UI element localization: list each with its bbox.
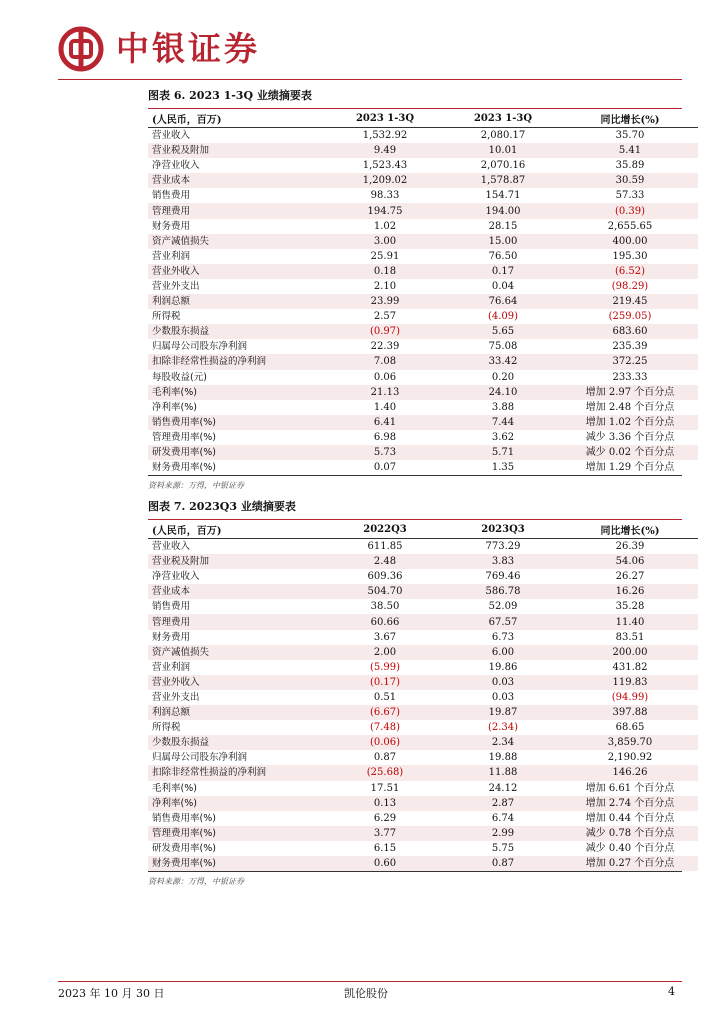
table-cell: 3.88 xyxy=(491,401,515,413)
table-cell: 15.00 xyxy=(444,234,562,249)
table-cell: 21.13 xyxy=(326,385,444,400)
table-cell: 0.13 xyxy=(326,796,444,811)
row-label: 财务费用 xyxy=(152,631,191,643)
table-cell: (0.97) xyxy=(326,324,444,339)
table-cell: 35.28 xyxy=(615,601,645,613)
table-cell: (0.39) xyxy=(562,203,698,218)
company-name: 凯伦股份 xyxy=(344,987,388,1000)
table-cell: (0.17) xyxy=(326,675,444,690)
row-label: 所得税 xyxy=(152,722,181,734)
table-cell: 3.77 xyxy=(326,826,444,841)
row-label: 归属母公司股东净利润 xyxy=(152,752,248,764)
table-cell: 减少 0.40 个百分点 xyxy=(585,842,675,854)
row-label: 净利率(%) xyxy=(148,796,326,811)
table-row xyxy=(148,339,698,354)
header-divider xyxy=(58,79,682,80)
table-cell: 2.10 xyxy=(373,280,397,292)
table-cell: 609.36 xyxy=(367,571,403,583)
table-cell: 431.82 xyxy=(612,661,648,673)
row-label: 营业利润 xyxy=(152,661,191,673)
table-cell: 586.78 xyxy=(444,584,562,599)
row-label: 营业税及附加 xyxy=(148,143,326,158)
table-row xyxy=(148,415,698,430)
table-cell: 2.57 xyxy=(373,311,397,323)
table-row xyxy=(148,796,698,811)
column-header: 同比增长(%) xyxy=(562,520,698,539)
column-header: 2023Q3 xyxy=(444,520,562,539)
table-row xyxy=(148,811,698,826)
table-cell: 0.20 xyxy=(491,371,515,383)
column-header: 同比增长(%) xyxy=(562,109,698,128)
row-label: 营业成本 xyxy=(148,584,326,599)
table-cell: 7.44 xyxy=(444,415,562,430)
source-note: 资料来源：万得，中银证券 xyxy=(148,481,244,491)
table-cell: (7.48) xyxy=(369,722,401,734)
table-row xyxy=(148,599,698,614)
column-header: 2023 1-3Q xyxy=(444,109,562,128)
table-cell: 9.49 xyxy=(326,143,444,158)
table-cell: 6.73 xyxy=(491,631,515,643)
table-cell: 194.75 xyxy=(326,203,444,218)
table-row xyxy=(148,841,698,856)
table-cell: 2.00 xyxy=(326,645,444,660)
row-label: 管理费用率(%) xyxy=(152,431,216,443)
table-cell: (25.68) xyxy=(326,765,444,780)
table-cell: 26.27 xyxy=(615,571,645,583)
table-cell: (6.67) xyxy=(326,705,444,720)
row-label: 营业税及附加 xyxy=(148,554,326,569)
table-cell: 76.64 xyxy=(444,294,562,309)
table-row xyxy=(148,203,698,218)
summary-table-1 xyxy=(148,88,682,491)
table-cell: (0.06) xyxy=(326,735,444,750)
table-cell: 增加 6.61 个百分点 xyxy=(585,782,675,794)
table-row xyxy=(148,430,698,445)
footer-divider xyxy=(58,981,682,982)
row-label: 归属母公司股东净利润 xyxy=(152,341,248,353)
row-label: 净利率(%) xyxy=(152,401,197,413)
table-cell: 504.70 xyxy=(326,584,444,599)
table-cell: 154.71 xyxy=(485,190,521,202)
table-cell: 增加 0.44 个百分点 xyxy=(585,812,675,824)
table-cell: 3.83 xyxy=(444,554,562,569)
table-cell: 5.65 xyxy=(444,324,562,339)
table-cell: 6.98 xyxy=(373,431,397,443)
table-cell: 400.00 xyxy=(562,234,698,249)
table-cell: 75.08 xyxy=(488,341,518,353)
table-row xyxy=(148,128,698,144)
table-cell: 219.45 xyxy=(562,294,698,309)
table-cell: (4.09) xyxy=(487,311,519,323)
table-cell: 6.29 xyxy=(373,812,397,824)
column-header: (人民币，百万) xyxy=(148,109,326,128)
table-cell: 11.88 xyxy=(444,765,562,780)
table-row xyxy=(148,173,698,188)
table-row xyxy=(148,750,698,765)
table-cell: 19.88 xyxy=(488,752,518,764)
table-cell: 0.04 xyxy=(491,280,515,292)
row-label: 净营业收入 xyxy=(152,571,200,583)
row-label: 净营业收入 xyxy=(152,160,200,172)
table-cell: 22.39 xyxy=(370,341,400,353)
table-cell: (94.99) xyxy=(611,691,649,703)
row-label: 每股收益(元) xyxy=(152,371,207,383)
table-cell: 1,578.87 xyxy=(444,173,562,188)
table-cell: 57.33 xyxy=(615,190,645,202)
table-cell: 5.71 xyxy=(444,445,562,460)
table-cell: 增加 2.74 个百分点 xyxy=(562,796,698,811)
table-cell: 2,080.17 xyxy=(480,130,526,142)
table-row xyxy=(148,324,698,339)
table-cell: 233.33 xyxy=(612,371,648,383)
table-cell: 24.12 xyxy=(488,782,518,794)
table-row xyxy=(148,614,698,629)
row-label: 营业外收入 xyxy=(148,264,326,279)
table-row xyxy=(148,385,698,400)
table-cell: 26.39 xyxy=(615,541,645,553)
table-title: 图表 6. 2023 1-3Q 业绩摘要表 xyxy=(148,89,312,102)
table-cell: 增加 1.29 个百分点 xyxy=(585,462,675,474)
column-header: (人民币，百万) xyxy=(148,520,326,539)
table-cell: 0.51 xyxy=(373,691,397,703)
row-label: 营业利润 xyxy=(152,250,191,262)
table-cell: 1,523.43 xyxy=(362,160,408,172)
table-cell: 2.48 xyxy=(326,554,444,569)
table-row xyxy=(148,675,698,690)
row-label: 营业外支出 xyxy=(152,280,200,292)
row-label: 营业收入 xyxy=(152,130,191,142)
table-cell: 769.46 xyxy=(485,571,521,583)
table-cell: 67.57 xyxy=(444,614,562,629)
row-label: 利润总额 xyxy=(148,705,326,720)
row-label: 研发费用率(%) xyxy=(152,842,216,854)
table-cell: 11.40 xyxy=(562,614,698,629)
table-cell: 3,859.70 xyxy=(562,735,698,750)
table-cell: 30.59 xyxy=(562,173,698,188)
table-row xyxy=(148,735,698,750)
table-cell: 2,655.65 xyxy=(607,220,653,232)
table-row xyxy=(148,370,698,385)
row-label: 所得税 xyxy=(152,311,181,323)
table-cell: 98.33 xyxy=(370,190,400,202)
source-note: 资料来源：万得，中银证券 xyxy=(148,877,244,887)
table-body xyxy=(148,128,698,476)
table-cell: 6.15 xyxy=(373,842,397,854)
row-label: 资产减值损失 xyxy=(148,234,326,249)
table-cell: 68.65 xyxy=(615,722,645,734)
page-number: 4 xyxy=(668,985,675,998)
table-cell: 28.15 xyxy=(488,220,518,232)
column-header: 2022Q3 xyxy=(326,520,444,539)
table-cell: 0.17 xyxy=(444,264,562,279)
table-cell: 10.01 xyxy=(444,143,562,158)
table-row xyxy=(148,781,698,796)
table-cell: 减少 0.78 个百分点 xyxy=(562,826,698,841)
table-cell: 397.88 xyxy=(562,705,698,720)
table-cell: 1,209.02 xyxy=(326,173,444,188)
table-row xyxy=(148,720,698,735)
table-cell: (259.05) xyxy=(608,311,652,323)
table-header-row xyxy=(148,520,698,539)
table-row xyxy=(148,826,698,841)
row-label: 资产减值损失 xyxy=(148,645,326,660)
table-row xyxy=(148,445,698,460)
row-label: 营业收入 xyxy=(152,541,191,553)
table-cell: 5.75 xyxy=(491,842,515,854)
table-cell: 60.66 xyxy=(326,614,444,629)
table-cell: 76.50 xyxy=(488,250,518,262)
table-row xyxy=(148,569,698,584)
table-cell: (5.99) xyxy=(369,661,401,673)
row-label: 少数股东损益 xyxy=(148,735,326,750)
table-cell: 235.39 xyxy=(612,341,648,353)
table-row xyxy=(148,660,698,675)
table-cell: 0.60 xyxy=(326,856,444,871)
brand-name: 中银证券 xyxy=(116,29,260,68)
table-cell: 146.26 xyxy=(562,765,698,780)
table-row xyxy=(148,460,698,475)
row-label: 财务费用率(%) xyxy=(148,856,326,871)
table-row xyxy=(148,690,698,705)
table-cell: 19.86 xyxy=(488,661,518,673)
table-cell: 增加 2.48 个百分点 xyxy=(585,401,675,413)
table-cell: (98.29) xyxy=(611,280,649,292)
table-cell: 773.29 xyxy=(485,541,521,553)
row-label: 营业外收入 xyxy=(148,675,326,690)
table-cell: 3.67 xyxy=(373,631,397,643)
report-date: 2023 年 10 月 30 日 xyxy=(58,987,165,1000)
row-label: 销售费用 xyxy=(152,190,191,202)
table-row xyxy=(148,856,698,871)
table-cell: 减少 3.36 个百分点 xyxy=(585,431,675,443)
table-row xyxy=(148,294,698,309)
table-cell: 0.03 xyxy=(444,675,562,690)
row-label: 研发费用率(%) xyxy=(148,445,326,460)
table-row xyxy=(148,539,698,555)
table-cell: 5.41 xyxy=(562,143,698,158)
table-cell: 1.35 xyxy=(491,462,515,474)
table-cell: 119.83 xyxy=(562,675,698,690)
table-cell: 54.06 xyxy=(562,554,698,569)
table-cell: 3.00 xyxy=(326,234,444,249)
row-label: 销售费用 xyxy=(152,601,191,613)
column-header: 2023 1-3Q xyxy=(326,109,444,128)
summary-table-2 xyxy=(148,499,682,887)
table-row xyxy=(148,354,698,369)
table-cell: 增加 1.02 个百分点 xyxy=(562,415,698,430)
table-cell: 25.91 xyxy=(370,250,400,262)
table-row xyxy=(148,400,698,415)
row-label: 财务费用率(%) xyxy=(152,462,216,474)
row-label: 销售费用率(%) xyxy=(148,415,326,430)
table-cell: 2.34 xyxy=(444,735,562,750)
table-cell: 372.25 xyxy=(562,354,698,369)
table-cell: 0.18 xyxy=(326,264,444,279)
row-label: 财务费用 xyxy=(152,220,191,232)
table-row xyxy=(148,143,698,158)
table-cell: 83.51 xyxy=(615,631,645,643)
table-cell: 23.99 xyxy=(326,294,444,309)
bank-of-china-logo-icon xyxy=(58,26,104,72)
row-label: 营业外支出 xyxy=(152,691,200,703)
table-row xyxy=(148,279,698,294)
table-cell: 52.09 xyxy=(488,601,518,613)
table-cell: 200.00 xyxy=(562,645,698,660)
table-cell: 2.99 xyxy=(444,826,562,841)
table-cell: (2.34) xyxy=(487,722,519,734)
table-bottom-divider xyxy=(148,871,682,872)
table-cell: 0.07 xyxy=(373,462,397,474)
table-cell: 6.00 xyxy=(444,645,562,660)
table-title: 图表 7. 2023Q3 业绩摘要表 xyxy=(148,500,296,513)
table-cell: 增加 0.27 个百分点 xyxy=(562,856,698,871)
table-row xyxy=(148,309,698,324)
table-cell: 683.60 xyxy=(562,324,698,339)
table-row xyxy=(148,705,698,720)
table-cell: (6.52) xyxy=(562,264,698,279)
data-table xyxy=(148,109,698,475)
table-cell: 1.02 xyxy=(373,220,397,232)
table-cell: 2,070.16 xyxy=(480,160,526,172)
row-label: 管理费用率(%) xyxy=(148,826,326,841)
table-cell: 35.89 xyxy=(615,160,645,172)
row-label: 管理费用 xyxy=(148,203,326,218)
table-cell: 24.10 xyxy=(444,385,562,400)
table-cell: 0.87 xyxy=(444,856,562,871)
table-cell: 38.50 xyxy=(370,601,400,613)
table-cell: 增加 2.97 个百分点 xyxy=(562,385,698,400)
table-cell: 35.70 xyxy=(615,130,645,142)
row-label: 销售费用率(%) xyxy=(152,812,216,824)
table-row xyxy=(148,584,698,599)
data-table xyxy=(148,520,698,871)
table-cell: 33.42 xyxy=(444,354,562,369)
table-cell: 17.51 xyxy=(370,782,400,794)
table-cell: 1,532.92 xyxy=(362,130,408,142)
table-cell: 611.85 xyxy=(367,541,403,553)
table-cell: 6.41 xyxy=(326,415,444,430)
table-cell: 6.74 xyxy=(491,812,515,824)
table-cell: 19.87 xyxy=(444,705,562,720)
row-label: 毛利率(%) xyxy=(152,782,197,794)
row-label: 管理费用 xyxy=(148,614,326,629)
row-label: 少数股东损益 xyxy=(148,324,326,339)
table-cell: 195.30 xyxy=(612,250,648,262)
row-label: 利润总额 xyxy=(148,294,326,309)
table-row xyxy=(148,158,698,173)
table-row xyxy=(148,554,698,569)
row-label: 毛利率(%) xyxy=(148,385,326,400)
table-row xyxy=(148,249,698,264)
table-row xyxy=(148,264,698,279)
row-label: 扣除非经常性损益的净利润 xyxy=(148,354,326,369)
table-cell: 2.87 xyxy=(444,796,562,811)
table-header-row xyxy=(148,109,698,128)
table-row xyxy=(148,630,698,645)
table-bottom-divider xyxy=(148,475,682,476)
table-body xyxy=(148,539,698,872)
table-cell: 2,190.92 xyxy=(607,752,653,764)
table-cell: 减少 0.02 个百分点 xyxy=(562,445,698,460)
table-row xyxy=(148,645,698,660)
table-cell: 3.62 xyxy=(491,431,515,443)
table-cell: 0.06 xyxy=(373,371,397,383)
table-cell: 194.00 xyxy=(444,203,562,218)
table-cell: 5.73 xyxy=(326,445,444,460)
row-label: 扣除非经常性损益的净利润 xyxy=(148,765,326,780)
table-row xyxy=(148,765,698,780)
table-cell: 0.03 xyxy=(491,691,515,703)
table-row xyxy=(148,188,698,203)
table-row xyxy=(148,219,698,234)
table-cell: 0.87 xyxy=(373,752,397,764)
table-cell: 16.26 xyxy=(562,584,698,599)
table-cell: 7.08 xyxy=(326,354,444,369)
table-cell: 1.40 xyxy=(373,401,397,413)
row-label: 营业成本 xyxy=(148,173,326,188)
table-row xyxy=(148,234,698,249)
